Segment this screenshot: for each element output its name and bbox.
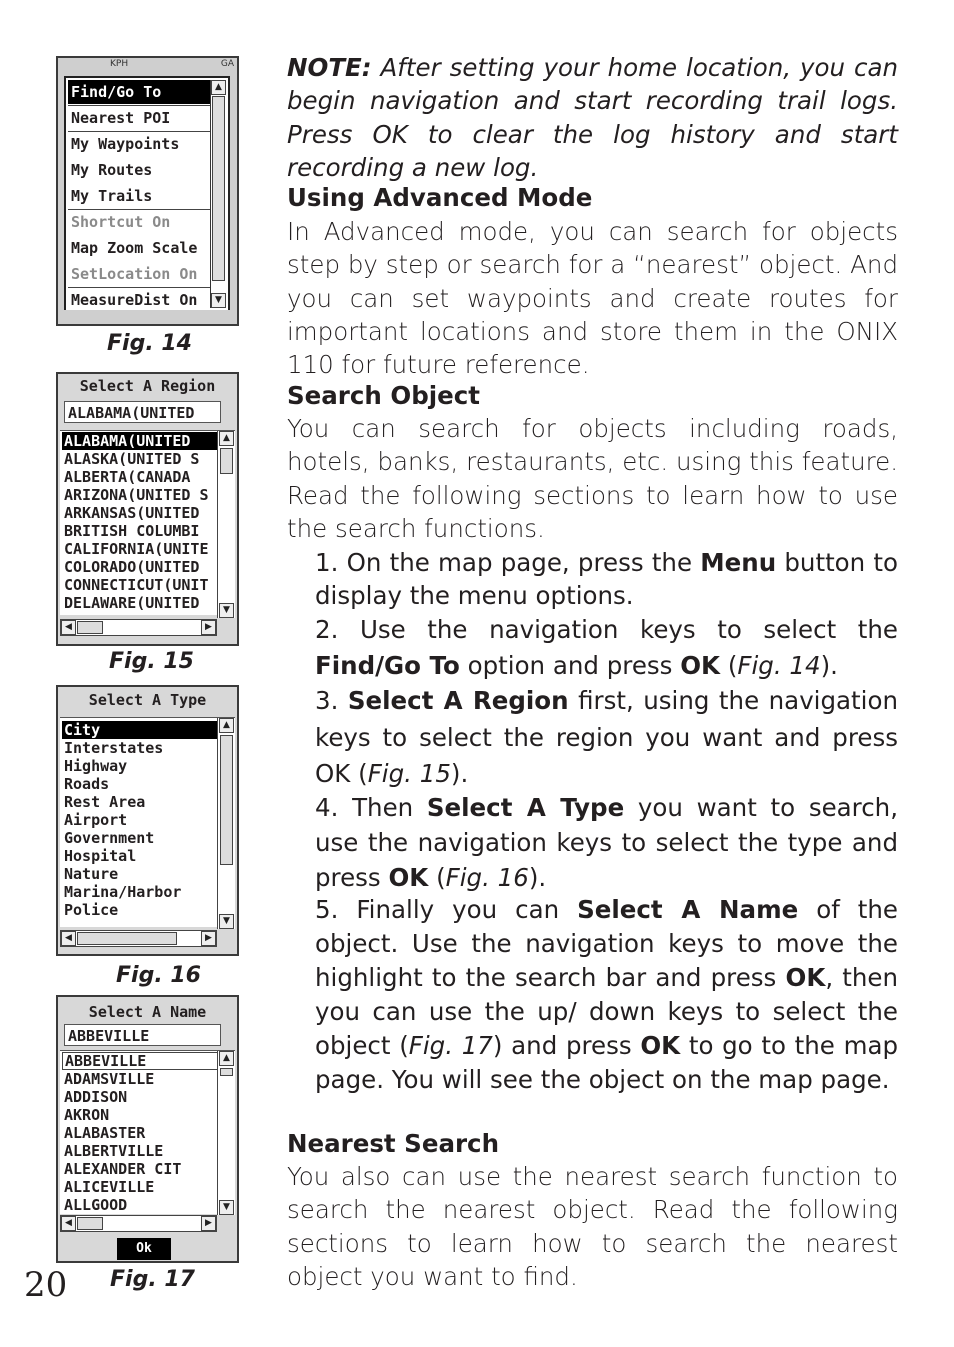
list-item[interactable]: ARKANSAS(UNITED — [64, 504, 200, 522]
ok-keyword: OK — [640, 1031, 681, 1060]
figure-reference: Fig. 14 — [737, 651, 821, 680]
region-horizontal-scrollbar[interactable] — [60, 619, 217, 636]
fig16-caption: Fig. 16 — [116, 963, 201, 988]
region-vertical-scrollbar[interactable] — [217, 431, 235, 618]
note-label: NOTE: — [287, 53, 372, 82]
figure-reference: Fig. 16 — [445, 863, 529, 892]
step-text: first, using the navigation keys to select the region you want and press OK ( — [315, 686, 898, 788]
step-text: 4. Then — [315, 793, 427, 822]
region-list — [60, 430, 235, 615]
scroll-thumb[interactable] — [220, 448, 233, 474]
ok-keyword: OK — [388, 863, 429, 892]
scroll-up-icon[interactable]: ▲ — [211, 80, 226, 95]
scroll-right-icon[interactable]: ▶ — [201, 620, 216, 635]
search-object-body: You can search for objects including roads, hotels, banks, restaurants, etc. using this feature. Read the following sections to learn how to use the search functions. — [287, 414, 898, 543]
list-item[interactable]: ABBEVILLE — [62, 1052, 218, 1070]
list-item[interactable]: Highway — [64, 757, 128, 775]
list-item[interactable]: ALBERTVILLE — [64, 1142, 164, 1160]
list-item[interactable]: AKRON — [64, 1106, 110, 1124]
menu-keyword: Menu — [700, 548, 777, 577]
name-horizontal-scrollbar[interactable] — [60, 1215, 217, 1232]
search-object-heading: Search Object — [287, 381, 480, 410]
list-item[interactable]: Government — [64, 829, 155, 847]
scroll-left-icon[interactable]: ◀ — [61, 931, 76, 946]
list-item[interactable]: Airport — [64, 811, 128, 829]
scroll-down-icon[interactable]: ▼ — [219, 914, 234, 929]
step-text: , then you can use the up/ down keys to select the object ( — [315, 963, 899, 1060]
menu-item-shortcut[interactable]: Shortcut On — [71, 213, 171, 231]
menu-item-setlocation[interactable]: SetLocation On — [71, 265, 198, 283]
list-item[interactable]: ADAMSVILLE — [64, 1070, 155, 1088]
list-item[interactable]: Roads — [64, 775, 110, 793]
list-item[interactable]: ALBERTA(CANADA — [64, 468, 191, 486]
list-item[interactable]: CALIFORNIA(UNITE — [64, 540, 209, 558]
scroll-left-icon[interactable]: ◀ — [61, 1216, 76, 1231]
scroll-up-icon[interactable]: ▲ — [219, 431, 234, 446]
menu-item-measuredist[interactable]: MeasureDist On — [71, 291, 198, 309]
bottom-strip — [58, 310, 237, 324]
scroll-thumb[interactable] — [212, 96, 225, 281]
list-item[interactable]: Rest Area — [64, 793, 146, 811]
note-paragraph — [287, 51, 898, 184]
region-search-field[interactable]: ALABAMA(UNITED — [64, 401, 221, 423]
list-item[interactable]: Interstates — [64, 739, 164, 757]
step-text: option and press — [459, 651, 681, 680]
scroll-up-icon[interactable]: ▲ — [219, 718, 234, 733]
select-name-keyword: Select A Name — [577, 895, 799, 924]
page-number: 20 — [24, 1265, 68, 1305]
name-vertical-scrollbar[interactable] — [217, 1051, 235, 1215]
step-5 — [315, 893, 898, 1097]
select-type-keyword: Select A Type — [426, 793, 625, 822]
menu-item-find-go-to[interactable]: Find/Go To — [68, 80, 212, 104]
fig14-menu-screen — [56, 56, 239, 326]
fig17-name-screen — [56, 995, 239, 1263]
list-item[interactable]: ARIZONA(UNITED S — [64, 486, 209, 504]
list-item[interactable]: DELAWARE(UNITED — [64, 594, 200, 612]
nearest-search-body: You also can use the nearest search function to search the nearest object. Read the following sections to learn how to search the nearest object you want to find. — [287, 1162, 898, 1291]
step-text: you want to search, use the navigation keys to select the type and press — [315, 793, 899, 892]
step-4 — [315, 790, 898, 895]
advanced-mode-body: In Advanced mode, you can search for objects step by step or search for a “nearest” object. And you can set waypoints and create routes for important locations and store them in the ONIX 110 for future reference. — [287, 217, 898, 380]
scroll-thumb[interactable] — [77, 621, 103, 634]
list-item[interactable]: COLORADO(UNITED — [64, 558, 200, 576]
scroll-thumb[interactable] — [77, 1217, 103, 1230]
step-2 — [315, 612, 898, 684]
find-go-to-keyword: Find/Go To — [315, 651, 460, 680]
select-region-keyword: Select A Region — [347, 686, 569, 715]
menu-item-nearest-poi[interactable]: Nearest POI — [71, 109, 171, 127]
step-text: to go to the map page. You will see the object on the map page. — [315, 1031, 899, 1094]
screen-title: Select A Region — [79, 377, 216, 395]
list-item[interactable]: ALASKA(UNITED S — [64, 450, 200, 468]
list-item[interactable]: Police — [64, 901, 119, 919]
scroll-down-icon[interactable]: ▼ — [219, 1200, 234, 1215]
fig15-region-screen — [56, 372, 239, 646]
list-item[interactable]: CONNECTICUT(UNIT — [64, 576, 209, 594]
menu-item-my-trails[interactable]: My Trails — [71, 187, 153, 205]
menu-scrollbar[interactable] — [210, 80, 226, 308]
scroll-up-icon[interactable]: ▲ — [219, 1051, 234, 1066]
fig15-caption: Fig. 15 — [109, 649, 194, 674]
speed-unit-label: KPH — [110, 59, 129, 69]
name-list — [60, 1050, 235, 1214]
scroll-thumb[interactable] — [220, 1068, 233, 1076]
type-list — [60, 717, 235, 927]
fig17-caption: Fig. 17 — [110, 1267, 195, 1292]
scroll-thumb[interactable] — [220, 735, 233, 865]
scroll-thumb[interactable] — [77, 932, 177, 945]
menu-item-my-routes[interactable]: My Routes — [71, 161, 153, 179]
step-text: ). — [450, 759, 469, 788]
step-text: of the object. Use the navigation keys to move the highlight to the search bar and press — [315, 895, 899, 992]
list-item[interactable]: ADDISON — [64, 1088, 128, 1106]
name-search-field[interactable]: ABBEVILLE — [64, 1024, 221, 1046]
scroll-right-icon[interactable]: ▶ — [201, 931, 216, 946]
list-item[interactable]: ALEXANDER CIT — [64, 1160, 182, 1178]
list-item[interactable]: ALABASTER — [64, 1124, 146, 1142]
screen-title: Select A Type — [88, 691, 207, 709]
list-item[interactable]: Hospital — [64, 847, 137, 865]
ok-keyword: OK — [785, 963, 826, 992]
step-text: 1. On the map page, press the — [315, 548, 701, 577]
note-body: After setting your home location, you can begin navigation and start recording trail logs. Press OK to clear the log history and start recording a new log. — [287, 53, 898, 182]
type-vertical-scrollbar[interactable] — [217, 718, 235, 929]
figure-reference: Fig. 15 — [367, 759, 451, 788]
figure-reference: Fig. 17 — [408, 1031, 493, 1060]
fig14-caption: Fig. 14 — [107, 331, 192, 356]
advanced-mode-heading: Using Advanced Mode — [287, 183, 593, 212]
fig16-type-screen — [56, 685, 239, 956]
scroll-down-icon[interactable]: ▼ — [211, 293, 226, 308]
scroll-right-icon[interactable]: ▶ — [201, 1216, 216, 1231]
screen-title: Select A Name — [88, 1003, 207, 1021]
list-item[interactable]: City — [62, 721, 218, 739]
step-text: ) and press — [492, 1031, 641, 1060]
step-text: ). — [528, 863, 547, 892]
type-horizontal-scrollbar[interactable] — [60, 930, 217, 947]
nearest-search-heading: Nearest Search — [287, 1129, 500, 1158]
step-text: ). — [820, 651, 838, 680]
step-text: ( — [720, 651, 738, 680]
main-menu — [64, 76, 230, 312]
ok-keyword: OK — [680, 651, 721, 680]
region-label: GA — [220, 59, 234, 69]
step-text: 3. — [315, 686, 348, 715]
menu-item-my-waypoints[interactable]: My Waypoints — [71, 135, 180, 153]
list-item[interactable]: Nature — [64, 865, 119, 883]
step-text: 2. Use the navigation keys to select the — [315, 615, 898, 644]
scroll-left-icon[interactable]: ◀ — [61, 620, 76, 635]
step-text: button to display the menu options. — [315, 548, 899, 611]
list-item[interactable]: BRITISH COLUMBI — [64, 522, 200, 540]
status-strip — [58, 58, 237, 72]
list-item[interactable]: ALLGOOD — [64, 1196, 128, 1214]
step-1 — [315, 546, 898, 613]
step-3 — [315, 683, 898, 793]
ok-button[interactable]: Ok — [117, 1238, 171, 1260]
list-item[interactable]: ALABAMA(UNITED — [62, 432, 218, 450]
list-item[interactable]: Marina/Harbor — [64, 883, 182, 901]
step-text: ( — [428, 863, 446, 892]
scroll-down-icon[interactable]: ▼ — [219, 603, 234, 618]
list-item[interactable]: ALICEVILLE — [64, 1178, 155, 1196]
menu-item-map-zoom-scale[interactable]: Map Zoom Scale — [71, 239, 198, 257]
step-text: 5. Finally you can — [315, 895, 578, 924]
